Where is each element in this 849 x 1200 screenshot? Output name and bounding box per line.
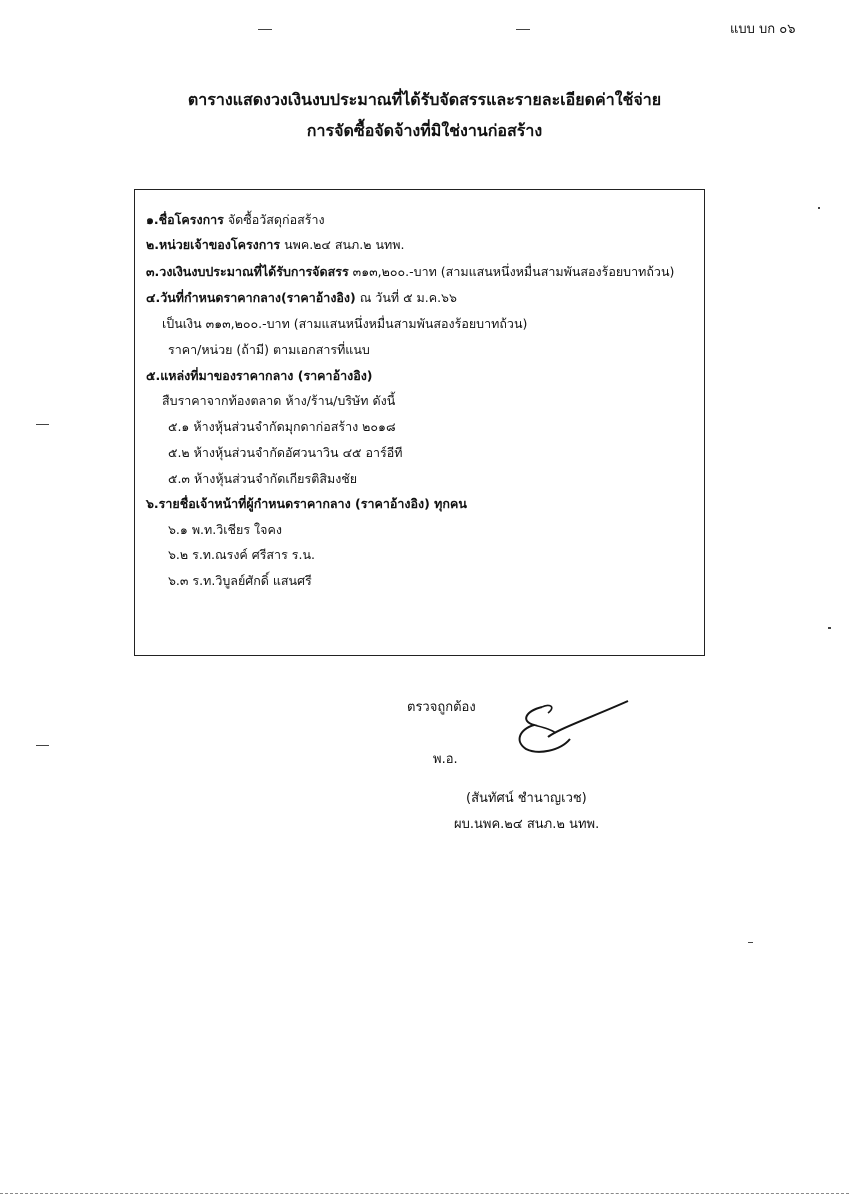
median-price-date-row bbox=[146, 290, 457, 306]
officer-item: ๖.๓ ร.ท.วิบูลย์ศักดิ์ แสนศรี bbox=[168, 573, 312, 588]
form-code: แบบ บก ๐๖ bbox=[730, 22, 796, 37]
approver-position: ผบ.นพค.๒๔ สนภ.๒ นทพ. bbox=[454, 817, 600, 832]
scan-speck bbox=[818, 207, 820, 209]
owner-unit-value: นพค.๒๔ สนภ.๒ นทพ. bbox=[280, 237, 405, 252]
price-source-intro: สืบราคาจากท้องตลาด ห้าง/ร้าน/บริษัท ดังนี้ bbox=[162, 393, 396, 408]
median-price-date-label: ๔.วันที่กำหนดราคากลาง(ราคาอ้างอิง) bbox=[146, 290, 356, 305]
budget-label: ๓.วงเงินงบประมาณที่ได้รับการจัดสรร bbox=[146, 264, 349, 279]
scan-speck bbox=[36, 745, 49, 746]
price-source-heading: ๕.แหล่งที่มาของราคากลาง (ราคาอ้างอิง) bbox=[146, 368, 373, 383]
scan-speck bbox=[516, 29, 530, 30]
scan-speck bbox=[36, 424, 49, 425]
document-title-line-1: ตารางแสดงวงเงินงบประมาณที่ได้รับจัดสรรและรายละเอียดค่าใช้จ่าย bbox=[187, 90, 662, 109]
median-price-date-value: ณ วันที่ ๕ ม.ค.๖๖ bbox=[355, 290, 457, 305]
owner-unit-row bbox=[146, 237, 404, 253]
scan-speck bbox=[748, 942, 753, 943]
project-name-row bbox=[146, 212, 325, 228]
officers-heading: ๖.รายชื่อเจ้าหน้าที่ผู้กำหนดราคากลาง (ราคาอ้างอิง) ทุกคน bbox=[146, 496, 467, 511]
budget-row bbox=[146, 264, 674, 280]
page-bottom-edge bbox=[0, 1193, 849, 1195]
price-source-item: ๕.๒ ห้างหุ้นส่วนจำกัดอัศวนาวิน ๔๕ อาร์อีที bbox=[168, 445, 403, 460]
details-frame bbox=[134, 189, 705, 656]
approver-name: (สันทัศน์ ชำนาญเวช) bbox=[466, 791, 587, 806]
project-name-label: ๑.ชื่อโครงการ bbox=[146, 212, 224, 227]
owner-unit-label: ๒.หน่วยเจ้าของโครงการ bbox=[146, 237, 281, 252]
scan-speck bbox=[258, 29, 272, 30]
price-source-item: ๕.๑ ห้างหุ้นส่วนจำกัดมุกดาก่อสร้าง ๒๐๑๘ bbox=[168, 419, 396, 434]
scan-speck bbox=[828, 627, 831, 629]
officer-item: ๖.๒ ร.ท.ณรงค์ ศรีสาร ร.น. bbox=[168, 547, 315, 562]
verified-label: ตรวจถูกต้อง bbox=[407, 700, 476, 715]
signature bbox=[512, 695, 637, 765]
approver-rank: พ.อ. bbox=[433, 752, 458, 767]
price-source-item: ๕.๓ ห้างหุ้นส่วนจำกัดเกียรติสิมงชัย bbox=[168, 471, 358, 486]
median-price-amount: เป็นเงิน ๓๑๓,๒๐๐.-บาท (สามแสนหนึ่งหมื่นสามพันสองร้อยบาทถ้วน) bbox=[162, 316, 528, 331]
unit-price-note: ราคา/หน่วย (ถ้ามี) ตามเอกสารที่แนบ bbox=[168, 342, 370, 357]
officer-item: ๖.๑ พ.ท.วิเชียร ใจคง bbox=[168, 522, 282, 537]
document-title-line-2: การจัดซื้อจัดจ้างที่มิใช่งานก่อสร้าง bbox=[306, 121, 543, 140]
project-name-value: จัดซื้อวัสดุก่อสร้าง bbox=[223, 212, 325, 227]
budget-value: ๓๑๓,๒๐๐.-บาท (สามแสนหนึ่งหมื่นสามพันสองร้อยบาทถ้วน) bbox=[348, 264, 675, 279]
